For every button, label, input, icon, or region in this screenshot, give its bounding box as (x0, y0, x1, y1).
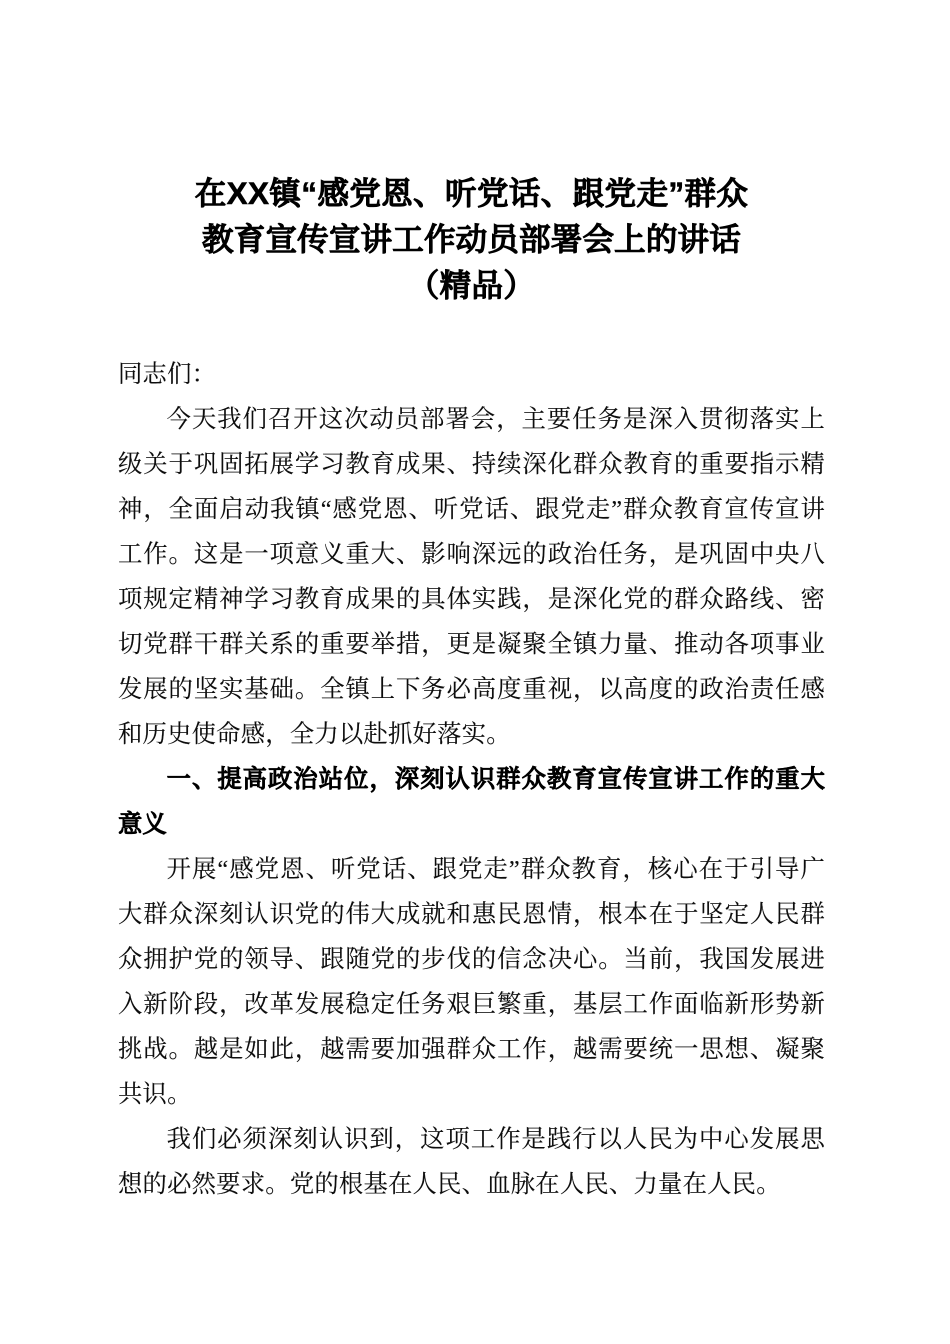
page-title (118, 170, 825, 308)
paragraph-section-one-a: 开展“感党恩、听党话、跟党走”群众教育，核心在于引导广大群众深刻认识党的伟大成就和惠民恩情，根本在于坚定人民群众拥护党的领导、跟随党的步伐的信念决心。当前，我国发展进入新阶段，改革发展稳定任务艰巨繁重，基层工作面临新形势新挑战。越是如此，越需要加强群众工作，越需要统一思想、凝聚共识。 (118, 856, 825, 1108)
title-line-1: 在XX镇“感党恩、听党话、跟党走”群众 (194, 175, 749, 211)
title-line-2: 教育宣传宣讲工作动员部署会上的讲话 (202, 221, 741, 257)
title-line-3: （精品） (407, 267, 536, 303)
salutation: 同志们： (118, 361, 217, 388)
document-content (118, 170, 825, 1207)
document-body (118, 352, 825, 1207)
section-heading-one: 一、提高政治站位，深刻认识群众教育宣传宣讲工作的重大意义 (118, 766, 825, 838)
paragraph-section-one-b: 我们必须深刻认识到，这项工作是践行以人民为中心发展思想的必然要求。党的根基在人民、血脉在人民、力量在人民。 (118, 1126, 825, 1198)
paragraph-opening: 今天我们召开这次动员部署会，主要任务是深入贯彻落实上级关于巩固拓展学习教育成果、持续深化群众教育的重要指示精神，全面启动我镇“感党恩、听党话、跟党走”群众教育宣传宣讲工作。这是一项意义重大、影响深远的政治任务，是巩固中央八项规定精神学习教育成果的具体实践，是深化党的群众路线、密切党群干群关系的重要举措，更是凝聚全镇力量、推动各项事业发展的坚实基础。全镇上下务必高度重视，以高度的政治责任感和历史使命感，全力以赴抓好落实。 (118, 406, 825, 748)
